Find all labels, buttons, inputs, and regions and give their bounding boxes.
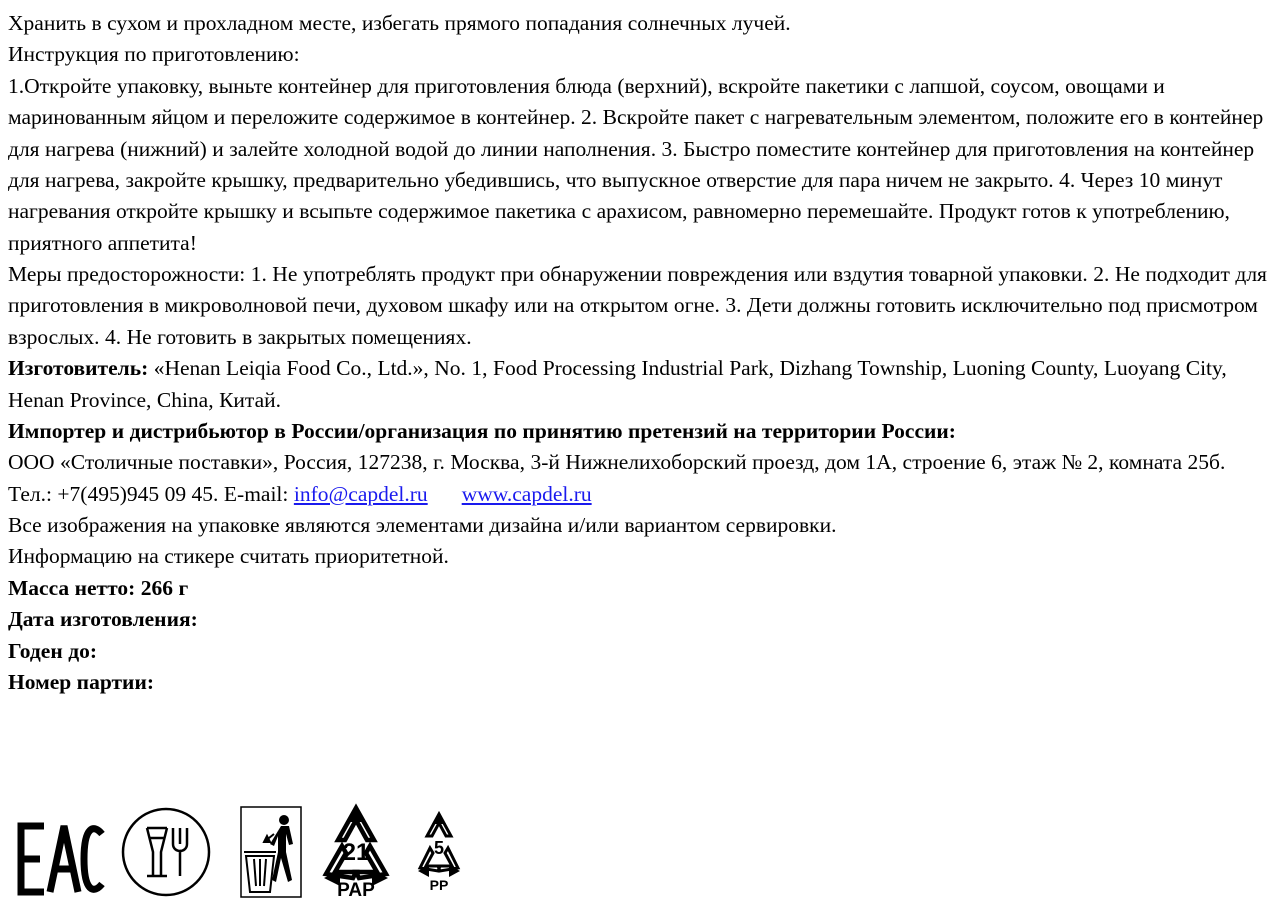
net-weight-field: Масса нетто: 266 г: [8, 575, 189, 600]
importer-label-text: Импортер и дистрибьютор в России/организация по принятию претензий на территории России:: [8, 418, 956, 443]
manufacturer-block: [8, 353, 1274, 416]
glass-and-fork-icon: [120, 806, 212, 898]
contacts-line: [8, 479, 1274, 510]
manufacturer-value: «Henan Leiqia Food Co., Ltd.», No. 1, Food Processing Industrial Park, Dizhang Township, Luoning County, Luoyang City, Henan Province, China, Китай.: [8, 356, 1227, 412]
recycling-pp-icon: [408, 806, 470, 898]
images-design-note: Все изображения на упаковке являются элементами дизайна и/или вариантом сервировки.: [8, 513, 837, 537]
manufacturer-label: Изготовитель:: [8, 356, 149, 381]
cooking-instructions-steps: 1.Откройте упаковку, выньте контейнер для приготовления блюда (верхний), вскройте пакетики с лапшой, соусом, овощами и маринованным яйцом и переложите содержимое в контейнер. 2. Вскройте пакет с нагревательным элементом, положите его в контейнер для нагрева (нижний) и залейте холодной водой до линии наполнения. 3. Быстро поместите контейнер для приготовления на контейнер для нагрева, закройте крышку, предварительно убедившись, что выпускное отверстие для пара ничем не закрыто. 4. Через 10 минут нагревания откройте крышку и всыпьте содержимое пакетика с арахисом, равномерно перемешайте. Продукт готов к употреблению, приятного аппетита!: [8, 73, 1264, 255]
best-before-field: Годен до:: [8, 638, 97, 663]
production-date-field: Дата изготовления:: [8, 607, 198, 632]
recycling-pap-icon: [310, 800, 402, 898]
pap-label: PAP: [337, 880, 375, 898]
sticker-priority-note: Информацию на стикере считать приоритетной.: [8, 544, 449, 569]
storage-instructions: Хранить в сухом и прохладном месте, избегать прямого попадания солнечных лучей.: [8, 11, 791, 35]
email-link[interactable]: info@capdel.ru: [293, 481, 428, 506]
importer-label: [8, 416, 1274, 447]
precautions-text: Меры предосторожности: 1. Не употреблять продукт при обнаружении повреждения или вздутия товарной упаковки. 2. Не подходит для приготовления в микроволновой печи, духовом шкафу или на открытом огне. 3. Дети должны готовить исключительно под присмотром взрослых. 4. Не готовить в закрытых помещениях.: [8, 262, 1267, 349]
pap-code: 21: [342, 839, 370, 866]
website-link[interactable]: www.capdel.ru: [461, 481, 592, 506]
pp-label: PP: [429, 877, 449, 893]
importer-value: ООО «Столичные поставки», Россия, 127238, г. Москва, 3-й Нижнелихоборский проезд, дом 1А, строение 6, этаж № 2, комната 25б.: [8, 450, 1226, 475]
marks-row: [14, 800, 470, 898]
pp-code: 5: [433, 838, 445, 858]
batch-number-field: Номер партии:: [8, 669, 154, 694]
phone-text: Тел.: +7(495)945 09 45. E-mail:: [8, 481, 294, 506]
tidyman-bin-icon: [240, 806, 302, 898]
eac-conformity-icon: [14, 820, 106, 898]
cooking-instructions-heading: Инструкция по приготовлению:: [8, 42, 300, 67]
